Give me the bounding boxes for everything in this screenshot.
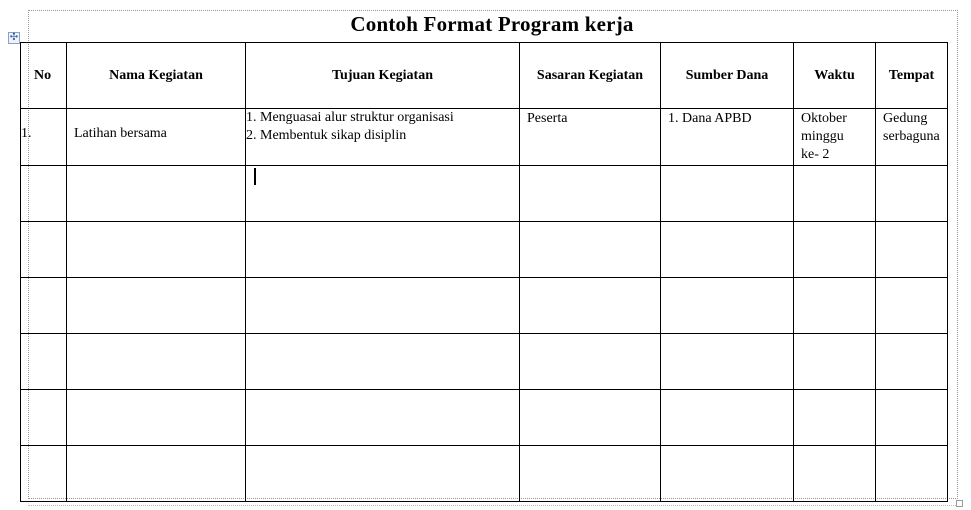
empty-cell[interactable] [246,390,520,446]
table-row [21,390,948,446]
empty-cell[interactable] [21,278,67,334]
document-title[interactable]: Contoh Format Program kerja [350,12,634,36]
empty-cell[interactable] [246,446,520,502]
empty-cell[interactable] [520,166,661,222]
empty-cell[interactable] [21,334,67,390]
tujuan-item: 1. Menguasai alur struktur organisasi [246,110,454,125]
table-header-row [21,43,948,109]
cell-sasaran-kegiatan[interactable] [520,109,661,166]
waktu-line: ke- 2 [801,147,830,162]
empty-cell[interactable] [520,278,661,334]
header-sasaran-kegiatan[interactable]: Sasaran Kegiatan [520,43,661,109]
empty-cell-with-caret[interactable] [246,166,520,222]
empty-cell[interactable] [876,390,948,446]
tujuan-list [246,109,519,145]
empty-cell[interactable] [520,390,661,446]
program-kerja-table [20,42,948,502]
empty-cell[interactable] [794,390,876,446]
empty-cell[interactable] [661,222,794,278]
empty-cell[interactable] [876,222,948,278]
empty-cell[interactable] [246,334,520,390]
text-caret [254,168,256,185]
tempat-text [876,109,947,146]
table-row [21,446,948,502]
empty-cell[interactable] [21,166,67,222]
empty-cell[interactable] [794,446,876,502]
empty-cell[interactable] [21,390,67,446]
empty-cell[interactable] [67,446,246,502]
table-resize-handle[interactable] [956,500,963,507]
cell-tujuan-kegiatan[interactable] [246,109,520,166]
header-sumber-dana[interactable]: Sumber Dana [661,43,794,109]
empty-cell[interactable] [876,334,948,390]
activity-name: Latihan bersama [74,126,167,141]
empty-cell[interactable] [661,446,794,502]
waktu-text [794,109,875,164]
header-tujuan-kegiatan[interactable]: Tujuan Kegiatan [246,43,520,109]
table-move-handle-icon[interactable]: ✣ [9,32,19,43]
header-waktu[interactable]: Waktu [794,43,876,109]
empty-cell[interactable] [661,278,794,334]
cell-sumber-dana[interactable] [661,109,794,166]
waktu-line: minggu [801,129,844,144]
empty-cell[interactable] [876,446,948,502]
cell-no[interactable] [21,109,67,166]
cell-tempat[interactable] [876,109,948,166]
tempat-line: Gedung [883,111,928,126]
empty-cell[interactable] [520,222,661,278]
cell-nama-kegiatan[interactable] [67,109,246,166]
empty-cell[interactable] [21,446,67,502]
empty-cell[interactable] [67,390,246,446]
empty-cell[interactable] [246,278,520,334]
empty-cell[interactable] [520,334,661,390]
table-row [21,278,948,334]
empty-cell[interactable] [67,166,246,222]
empty-cell[interactable] [876,278,948,334]
empty-cell[interactable] [661,390,794,446]
sumber-dana-text: 1. Dana APBD [668,111,752,126]
empty-cell[interactable] [67,334,246,390]
empty-cell[interactable] [794,334,876,390]
empty-cell[interactable] [794,166,876,222]
table-row [21,109,948,166]
empty-cell[interactable] [520,446,661,502]
row-number: 1. [21,126,32,141]
tujuan-item: 2. Membentuk sikap disiplin [246,128,407,143]
cell-waktu[interactable] [794,109,876,166]
empty-cell[interactable] [661,166,794,222]
header-no[interactable]: No [21,43,67,109]
header-nama-kegiatan[interactable]: Nama Kegiatan [67,43,246,109]
sasaran-text: Peserta [527,111,568,126]
empty-cell[interactable] [21,222,67,278]
empty-cell[interactable] [67,278,246,334]
empty-cell[interactable] [67,222,246,278]
empty-cell[interactable] [794,278,876,334]
tempat-line: serbaguna [883,129,940,144]
table-row [21,166,948,222]
empty-cell[interactable] [661,334,794,390]
waktu-line: Oktober [801,111,847,126]
table-bottom-guide [28,505,956,506]
empty-cell[interactable] [876,166,948,222]
table-row [21,222,948,278]
empty-cell[interactable] [246,222,520,278]
table-row [21,334,948,390]
header-tempat[interactable]: Tempat [876,43,948,109]
empty-cell[interactable] [794,222,876,278]
